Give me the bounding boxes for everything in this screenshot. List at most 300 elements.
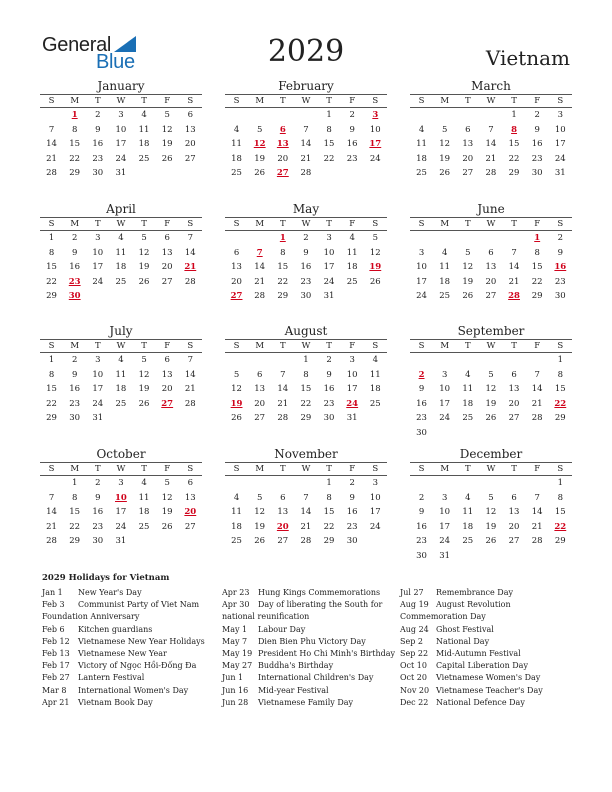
day-cell: 4: [233, 124, 240, 135]
day-cell: [549, 426, 572, 441]
holiday-entry: [400, 611, 578, 623]
week-row: [410, 426, 572, 441]
day-cell: [225, 353, 248, 368]
day-cell: 24: [369, 521, 381, 532]
weekday-label: W: [486, 219, 496, 229]
holiday-day-cell: 1: [534, 233, 541, 243]
week-row: [225, 382, 387, 397]
day-cell: [364, 166, 387, 181]
holiday-day-cell: 6: [279, 124, 286, 135]
day-cell: 9: [349, 492, 355, 503]
weekday-header: [410, 339, 572, 353]
day-cell: 5: [164, 478, 170, 488]
day-cell: 23: [346, 521, 358, 532]
weekday-label: M: [255, 219, 265, 229]
day-cell: 11: [346, 247, 358, 258]
day-cell: 6: [511, 492, 517, 503]
day-cell: 21: [531, 521, 543, 532]
holiday-date: Feb 12: [42, 636, 70, 646]
day-cell: 1: [511, 110, 517, 120]
day-cell: 29: [69, 536, 81, 546]
day-cell: 1: [557, 478, 564, 488]
day-cell: 14: [531, 507, 543, 517]
weekday-label: F: [349, 464, 356, 474]
weekday-label: W: [301, 96, 311, 106]
day-cell: [156, 166, 179, 181]
day-cell: 5: [256, 492, 263, 503]
month-title: February: [278, 79, 334, 93]
day-cell: 18: [462, 398, 474, 409]
day-cell: 18: [369, 384, 381, 394]
holiday-name: Capital Liberation Day: [436, 661, 528, 671]
day-cell: 27: [161, 276, 173, 287]
holiday-date: Aug 19: [400, 600, 429, 610]
holiday-date: Oct 20: [400, 673, 427, 683]
holiday-entry: [400, 587, 578, 599]
day-cell: 6: [256, 369, 263, 380]
week-row: [225, 491, 387, 506]
day-cell: 15: [300, 384, 312, 394]
day-cell: 28: [277, 413, 289, 423]
day-cell: 7: [511, 247, 517, 258]
day-cell: 21: [184, 384, 196, 394]
holiday-day-cell: 19: [230, 398, 243, 409]
week-row: [225, 123, 387, 138]
day-cell: 16: [300, 262, 312, 272]
day-cell: 23: [92, 153, 104, 164]
week-row: [410, 368, 572, 383]
weekday-label: T: [326, 96, 332, 106]
weekday-label: F: [164, 464, 171, 474]
day-cell: [456, 476, 479, 491]
day-cell: 15: [277, 262, 289, 272]
holiday-day-cell: 20: [276, 521, 289, 532]
day-cell: [456, 108, 479, 123]
week-row: [225, 397, 387, 412]
holiday-day-cell: 20: [184, 507, 197, 517]
day-cell: [410, 231, 433, 246]
day-cell: 10: [416, 262, 427, 272]
day-cell: 18: [231, 521, 242, 532]
day-cell: 13: [184, 124, 196, 135]
day-cell: 2: [349, 478, 355, 488]
day-cell: [248, 353, 271, 368]
weekday-label: W: [301, 341, 311, 351]
week-row: [225, 260, 387, 275]
day-cell: 4: [418, 124, 425, 135]
day-cell: [433, 476, 456, 491]
day-cell: 6: [233, 247, 240, 258]
day-cell: 14: [531, 384, 543, 394]
holiday-date: May 7: [222, 636, 248, 646]
day-cell: 10: [92, 247, 104, 258]
day-cell: 16: [416, 398, 427, 409]
day-cell: 13: [184, 492, 196, 503]
day-cell: 29: [508, 168, 520, 178]
week-row: [410, 260, 572, 275]
day-cell: 19: [138, 384, 150, 394]
day-cell: 5: [164, 110, 170, 120]
holiday-name: Buddha's Birthday: [258, 661, 334, 671]
weekday-label: M: [440, 341, 450, 351]
day-cell: 11: [462, 507, 474, 517]
day-cell: [271, 108, 294, 123]
day-cell: 8: [48, 369, 55, 380]
month-title: March: [471, 79, 511, 93]
day-cell: 2: [418, 492, 425, 503]
holiday-entry: [400, 672, 578, 684]
day-cell: [456, 231, 479, 246]
weekday-label: T: [94, 341, 101, 351]
day-cell: 27: [508, 536, 520, 546]
holiday-day-cell: 27: [276, 168, 289, 178]
day-cell: 27: [184, 153, 196, 164]
holiday-date: May 19: [222, 648, 253, 658]
weekday-label: S: [418, 96, 425, 106]
day-cell: 9: [557, 247, 564, 258]
day-cell: 16: [69, 384, 81, 394]
day-cell: [410, 353, 433, 368]
week-row: [40, 534, 202, 549]
weekday-label: T: [94, 219, 101, 229]
day-cell: [526, 549, 549, 564]
holiday-date: Feb 27: [42, 673, 70, 683]
holiday-entry: [42, 587, 220, 599]
week-row: [40, 397, 202, 412]
day-cell: [364, 534, 387, 549]
day-cell: 8: [534, 247, 540, 258]
day-cell: 25: [115, 276, 127, 287]
day-cell: 8: [326, 492, 332, 503]
holiday-entry: [42, 685, 220, 697]
day-cell: 7: [280, 369, 286, 380]
day-cell: 22: [69, 521, 81, 532]
weekday-label: T: [511, 464, 517, 474]
weekday-label: W: [486, 341, 496, 351]
day-cell: [156, 534, 179, 549]
day-cell: 8: [48, 247, 55, 258]
holiday-date: Sep 2: [400, 636, 423, 646]
weekday-label: S: [48, 464, 55, 474]
weekday-label: S: [372, 96, 379, 106]
day-cell: [133, 411, 156, 426]
day-cell: 25: [115, 398, 127, 409]
day-cell: [40, 108, 63, 123]
holiday-day-cell: 28: [508, 291, 520, 301]
day-cell: 3: [372, 478, 379, 488]
day-cell: [179, 411, 202, 426]
holiday-name: Mid-Autumn Festival: [436, 648, 521, 658]
day-cell: 3: [95, 233, 101, 243]
holiday-entry: [222, 636, 400, 648]
day-cell: 12: [161, 492, 173, 503]
day-cell: 12: [462, 262, 474, 272]
weekday-label: F: [164, 96, 171, 106]
holiday-name: Dien Bien Phu Victory Day: [258, 636, 366, 646]
day-cell: 5: [488, 369, 494, 380]
day-cell: [503, 231, 526, 246]
day-cell: 14: [46, 507, 57, 517]
week-row: [410, 231, 572, 246]
month-march: [410, 80, 572, 181]
logo-text-general: General: [42, 34, 112, 56]
day-cell: 15: [508, 139, 520, 149]
day-cell: 22: [531, 276, 543, 287]
weekday-label: S: [187, 96, 194, 106]
weekday-header: [40, 94, 202, 108]
holiday-name: Mid-year Festival: [258, 685, 329, 695]
holiday-entry: [222, 685, 400, 697]
weekday-label: S: [372, 464, 379, 474]
day-cell: 23: [531, 153, 543, 164]
weekday-label: S: [557, 219, 564, 229]
day-cell: 31: [346, 413, 358, 423]
day-cell: [526, 476, 549, 491]
weekday-label: S: [233, 96, 240, 106]
day-cell: 20: [508, 521, 520, 532]
day-cell: 6: [488, 247, 494, 258]
day-cell: 8: [71, 492, 78, 503]
day-cell: [179, 289, 202, 304]
holiday-day-cell: 13: [276, 139, 289, 149]
day-cell: 20: [508, 398, 520, 409]
week-row: [40, 231, 202, 246]
day-cell: [526, 426, 549, 441]
holiday-day-cell: 1: [279, 233, 286, 243]
week-row: [40, 491, 202, 506]
day-cell: [40, 476, 63, 491]
weekday-label: T: [326, 464, 332, 474]
month-september: [410, 325, 572, 440]
day-cell: 18: [462, 521, 474, 532]
day-cell: 30: [416, 427, 427, 438]
holiday-day-cell: 22: [554, 521, 567, 532]
day-cell: 26: [161, 521, 173, 532]
holiday-entry: [400, 636, 578, 648]
day-cell: 7: [488, 124, 494, 135]
week-row: [410, 534, 572, 549]
day-cell: 26: [254, 536, 266, 546]
holiday-day-cell: 10: [115, 492, 127, 503]
day-cell: [225, 476, 248, 491]
day-cell: 22: [46, 276, 57, 287]
day-cell: 1: [303, 355, 309, 365]
holiday-name: Vietnamese New Year: [78, 648, 167, 658]
day-cell: 6: [164, 233, 170, 243]
weekday-label: M: [440, 96, 450, 106]
day-cell: 19: [161, 507, 173, 517]
day-cell: 23: [346, 153, 358, 164]
holiday-date: Sep 22: [400, 648, 429, 658]
holiday-entry: [400, 624, 578, 636]
holiday-day-cell: 7: [256, 247, 263, 258]
day-cell: 2: [349, 110, 355, 120]
day-cell: 9: [418, 384, 425, 394]
day-cell: [109, 289, 132, 304]
day-cell: 29: [554, 413, 566, 423]
country-name: Vietnam: [485, 46, 570, 70]
week-row: [225, 275, 387, 290]
day-cell: 4: [465, 492, 471, 503]
holiday-date: Nov 20: [400, 685, 430, 695]
day-cell: 3: [118, 110, 124, 120]
day-cell: 27: [462, 168, 474, 178]
day-cell: 16: [346, 139, 358, 149]
day-cell: 15: [531, 262, 543, 272]
day-cell: [294, 476, 317, 491]
day-cell: 3: [326, 233, 332, 243]
weekday-label: W: [116, 96, 126, 106]
day-cell: 19: [462, 276, 474, 287]
day-cell: 17: [92, 384, 104, 394]
day-cell: [248, 476, 271, 491]
day-cell: 13: [462, 139, 474, 149]
day-cell: 5: [233, 369, 240, 380]
day-cell: 8: [71, 124, 78, 135]
weekday-label: S: [48, 219, 55, 229]
day-cell: 10: [439, 507, 451, 517]
day-cell: 13: [485, 262, 497, 272]
weekday-header: [225, 339, 387, 353]
day-cell: 29: [46, 291, 57, 301]
weekday-header: [410, 462, 572, 476]
day-cell: 12: [439, 139, 451, 149]
day-cell: 11: [115, 247, 127, 258]
day-cell: 1: [48, 233, 55, 243]
holiday-day-cell: 3: [372, 110, 379, 120]
month-title: December: [459, 447, 523, 461]
holiday-entry: [42, 697, 220, 709]
day-cell: 13: [254, 384, 266, 394]
day-cell: [133, 289, 156, 304]
weekday-label: S: [233, 341, 240, 351]
week-row: [410, 108, 572, 123]
day-cell: 25: [416, 168, 427, 178]
day-cell: 16: [346, 507, 358, 517]
day-cell: 7: [534, 492, 540, 503]
day-cell: 16: [92, 507, 104, 517]
day-cell: 1: [326, 110, 332, 120]
day-cell: 19: [485, 521, 497, 532]
holiday-entry: [42, 611, 220, 623]
day-cell: [179, 166, 202, 181]
day-cell: [503, 549, 526, 564]
day-cell: 26: [439, 168, 451, 178]
week-row: [410, 520, 572, 535]
day-cell: [456, 549, 479, 564]
day-cell: 3: [557, 110, 564, 120]
day-cell: 12: [369, 247, 381, 258]
day-cell: 28: [184, 276, 196, 287]
week-row: [40, 289, 202, 304]
weekday-label: F: [349, 219, 356, 229]
day-cell: 21: [508, 276, 520, 287]
day-cell: 28: [184, 398, 196, 409]
day-cell: 13: [508, 384, 520, 394]
day-cell: 4: [141, 478, 147, 488]
week-row: [40, 476, 202, 491]
day-cell: [318, 166, 341, 181]
day-cell: 25: [231, 168, 242, 178]
day-cell: 23: [300, 276, 312, 287]
month-title: September: [457, 324, 525, 338]
weekday-label: W: [486, 96, 496, 106]
day-cell: 4: [118, 233, 124, 243]
weekday-label: W: [301, 464, 311, 474]
week-row: [40, 505, 202, 520]
week-row: [410, 505, 572, 520]
day-cell: 17: [439, 398, 451, 409]
day-cell: 2: [71, 355, 78, 365]
weekday-label: T: [511, 341, 517, 351]
day-cell: 28: [300, 168, 312, 178]
week-row: [225, 520, 387, 535]
day-cell: 11: [138, 492, 150, 503]
holiday-name: Vietnamese Teacher's Day: [436, 685, 543, 695]
day-cell: 11: [416, 139, 427, 149]
holiday-day-cell: 27: [161, 398, 174, 409]
day-cell: 8: [303, 369, 309, 380]
week-row: [225, 166, 387, 181]
weekday-label: S: [372, 219, 379, 229]
weekday-label: S: [557, 341, 564, 351]
day-cell: [133, 534, 156, 549]
day-cell: 14: [485, 139, 497, 149]
weekday-label: S: [418, 219, 425, 229]
day-cell: 8: [557, 369, 564, 380]
weekday-label: T: [326, 219, 332, 229]
day-cell: 11: [138, 124, 150, 135]
month-may: [225, 203, 387, 304]
holiday-name: President Ho Chi Minh's Birthday: [258, 648, 396, 658]
weekday-label: T: [141, 341, 147, 351]
weekday-label: T: [279, 219, 286, 229]
day-cell: [549, 549, 572, 564]
day-cell: 30: [69, 413, 81, 423]
day-cell: 30: [554, 291, 566, 301]
day-cell: [156, 411, 179, 426]
day-cell: 22: [46, 398, 57, 409]
day-cell: 24: [439, 536, 451, 546]
holiday-date: Jan 1: [42, 588, 63, 597]
day-cell: [225, 231, 248, 246]
month-title: January: [97, 79, 145, 93]
holiday-day-cell: 16: [554, 262, 567, 272]
day-cell: 25: [439, 291, 451, 301]
week-row: [225, 505, 387, 520]
day-cell: 9: [534, 124, 540, 135]
weekday-label: S: [557, 464, 564, 474]
day-cell: 10: [554, 124, 566, 135]
week-row: [40, 520, 202, 535]
holidays-title: 2029 Holidays for Vietnam: [42, 573, 170, 583]
day-cell: [479, 426, 502, 441]
day-cell: 30: [92, 536, 104, 546]
day-cell: 11: [462, 384, 474, 394]
day-cell: [271, 353, 294, 368]
day-cell: 25: [138, 153, 150, 164]
day-cell: 27: [254, 413, 266, 423]
day-cell: 25: [231, 536, 242, 546]
weekday-label: S: [372, 341, 379, 351]
holiday-entry: [222, 587, 400, 599]
day-cell: 11: [231, 139, 242, 149]
day-cell: 26: [231, 413, 242, 423]
day-cell: 4: [141, 110, 147, 120]
day-cell: 31: [115, 168, 127, 178]
month-title: November: [274, 447, 338, 461]
day-cell: 27: [277, 536, 289, 546]
